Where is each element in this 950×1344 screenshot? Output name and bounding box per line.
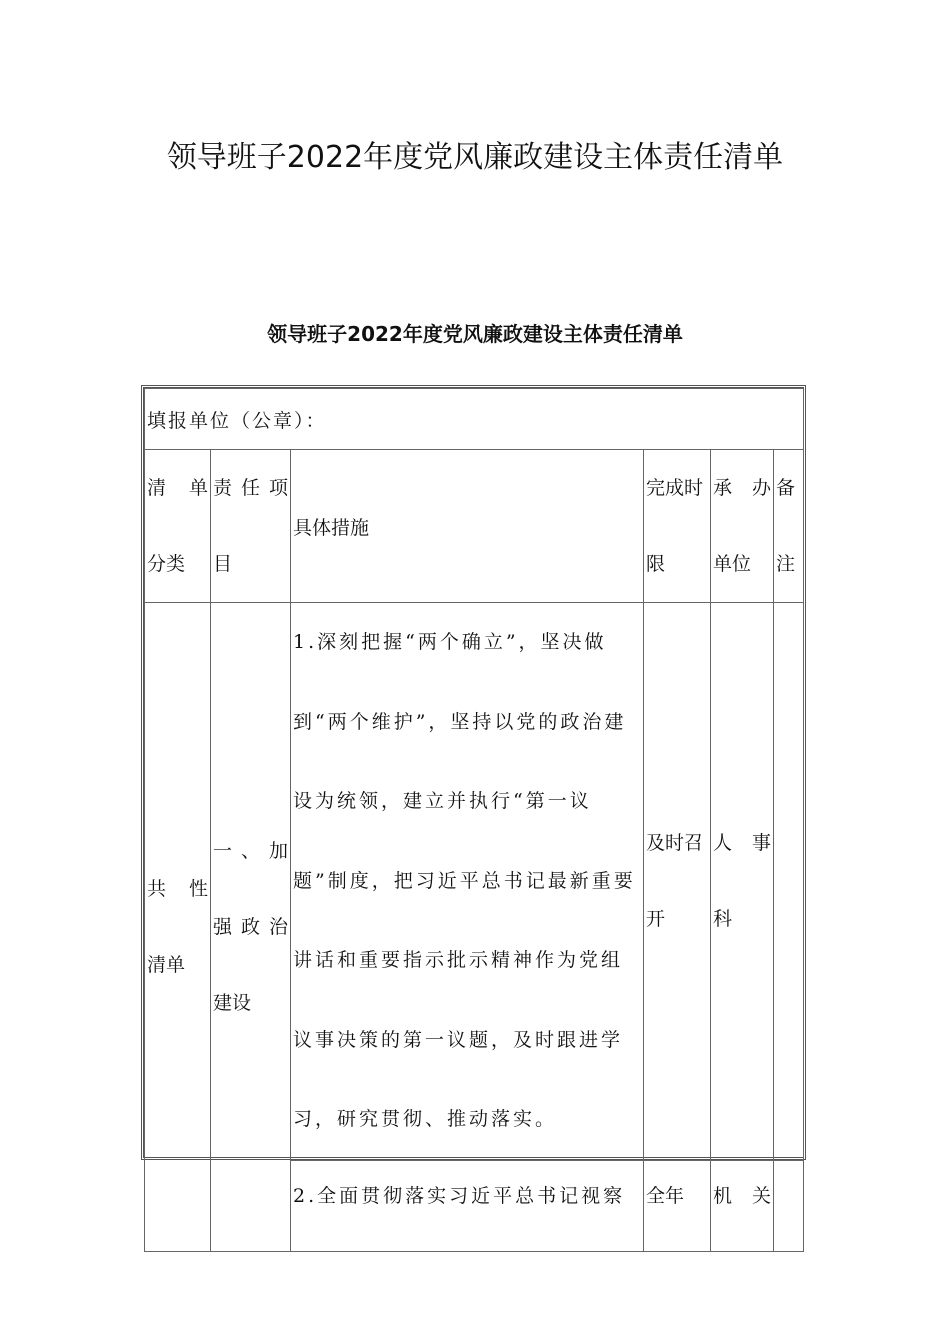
header-category-line2: 分类 xyxy=(147,553,186,575)
header-remark-line1: 备 xyxy=(776,477,796,499)
header-category xyxy=(145,450,211,603)
row-remark xyxy=(774,603,804,1161)
header-row xyxy=(145,450,804,603)
header-measures: 具体措施 xyxy=(291,450,644,603)
table-title: 领导班子2022年度党风廉政建设主体责任清单 xyxy=(267,322,683,346)
row-owner xyxy=(711,603,774,1161)
row2-measures: 2.全面贯彻落实习近平总书记视察 xyxy=(291,1160,644,1251)
header-owner xyxy=(711,450,774,603)
row-category-line2: 清单 xyxy=(147,953,186,976)
row-category-line1: 共 性 xyxy=(147,877,208,900)
document-title: 领导班子2022年度党风廉政建设主体责任清单 xyxy=(166,140,784,175)
row2-deadline: 全年 xyxy=(644,1160,711,1251)
row-owner-line1: 人 事 xyxy=(713,832,771,855)
table-row xyxy=(145,603,804,1161)
row2-owner xyxy=(711,1160,774,1251)
header-item xyxy=(211,450,291,603)
row-item-line2: 强政治 xyxy=(213,915,288,938)
row2-owner-line1: 机 关 xyxy=(713,1184,771,1207)
row-item-line1: 一、加 xyxy=(213,839,288,862)
row2-remark xyxy=(774,1160,804,1251)
header-deadline xyxy=(644,450,711,603)
header-item-line1: 责 任 项 xyxy=(213,477,288,499)
header-remark-line2: 注 xyxy=(776,553,796,575)
row-owner-line2: 科 xyxy=(713,908,733,931)
unit-row xyxy=(145,389,804,450)
row-item-line3: 建设 xyxy=(213,991,252,1014)
responsibility-table-grid xyxy=(144,388,804,1252)
header-item-line2: 目 xyxy=(213,553,233,575)
header-deadline-line2: 限 xyxy=(646,553,666,575)
row-item xyxy=(211,603,291,1252)
row-deadline xyxy=(644,603,711,1161)
responsibility-table xyxy=(141,385,806,1207)
row-deadline-line1: 及时召 xyxy=(646,832,704,855)
unit-label: 填报单位（公章）： xyxy=(145,389,804,450)
header-owner-line1: 承 办 xyxy=(713,477,771,499)
row-deadline-line2: 开 xyxy=(646,908,666,931)
header-owner-line2: 单位 xyxy=(713,553,752,575)
header-remark xyxy=(774,450,804,603)
header-deadline-line1: 完成时 xyxy=(646,477,704,499)
row-measures: 1.深刻把握“两个确立”，坚决做到“两个维护”，坚持以党的政治建设为统领，建立并执行“第一议题”制度，把习近平总书记最新重要讲话和重要指示批示精神作为党组议事决策的第一议题，及时跟进学习，研究贯彻、推动落实。 xyxy=(291,603,644,1161)
row-category xyxy=(145,603,211,1252)
header-category-line1: 清 单 xyxy=(147,477,208,499)
